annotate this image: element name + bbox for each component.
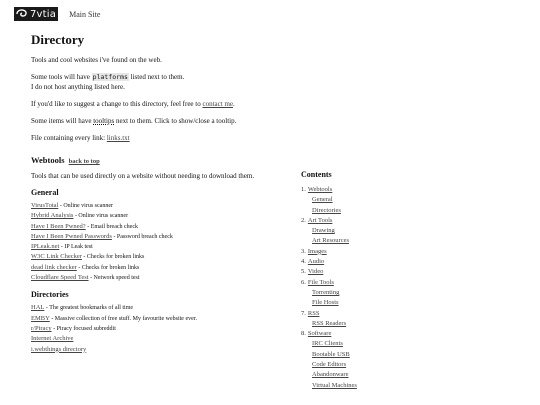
toc-number: 1. xyxy=(301,186,306,193)
toc-link-abandonware[interactable]: Abandonware xyxy=(312,371,349,379)
toc-link-bootable-usb[interactable]: Bootable USB xyxy=(312,350,350,358)
toc-link-code-editors[interactable]: Code Editors xyxy=(312,361,347,369)
toc-link-general[interactable]: General xyxy=(312,196,333,204)
suggest-note-suffix: . xyxy=(233,100,235,108)
list-item-link[interactable]: Hybrid Analysis xyxy=(31,212,74,220)
list-item xyxy=(31,211,276,221)
directories-list xyxy=(31,303,276,354)
toc-link-art-resources[interactable]: Art Resources xyxy=(312,237,350,245)
tooltip-note-prefix: Some items will have xyxy=(31,117,94,125)
tooltip-note-suffix: next to them. Click to show/close a tooltip. xyxy=(114,117,237,125)
toc-item xyxy=(301,267,481,277)
toc-link-video[interactable]: Video xyxy=(307,268,324,276)
list-item xyxy=(31,222,276,232)
toc-item xyxy=(301,247,481,257)
toc-list xyxy=(301,185,481,391)
list-item-link[interactable]: IPLeak.net xyxy=(31,243,60,251)
list-item-link[interactable]: VirusTotal xyxy=(31,202,59,209)
toc-subitem xyxy=(312,360,481,370)
toc-number: 8. xyxy=(301,330,306,338)
list-item-link[interactable]: Internet Archive xyxy=(31,335,74,343)
list-item xyxy=(31,273,276,283)
toc-subitem xyxy=(312,319,481,329)
toc-subitem xyxy=(312,226,481,236)
webtools-heading xyxy=(31,155,276,165)
toc-item xyxy=(301,309,481,330)
toc-link-file-hosts[interactable]: File Hosts xyxy=(312,299,339,307)
list-item-desc: - Checks for broken links xyxy=(76,264,140,271)
list-item xyxy=(31,345,276,355)
links-file-note xyxy=(31,133,276,143)
list-item-link[interactable]: EMBY xyxy=(31,314,50,322)
list-item-link[interactable]: r/Piracy xyxy=(31,324,52,332)
toc-link-art-tools[interactable]: Art Tools xyxy=(307,216,333,224)
toc-number: 5. xyxy=(301,268,306,276)
list-item-desc: - Online virus scanner xyxy=(73,213,129,220)
list-item-link[interactable]: dead link checker xyxy=(31,263,77,271)
hosting-disclaimer: I do not host anything listed here. xyxy=(31,83,125,91)
toc-subitem xyxy=(312,236,481,246)
tooltip-demo[interactable]: tooltips xyxy=(93,117,115,125)
toc-link-images[interactable]: Images xyxy=(307,247,327,255)
list-item-link[interactable]: Have I Been Pwned Passwords xyxy=(31,232,112,240)
list-item xyxy=(31,242,276,252)
list-item-desc: - IP Leak test xyxy=(59,244,93,251)
main-content xyxy=(31,32,276,355)
toc-sublist xyxy=(301,226,481,247)
toc-subitem xyxy=(312,195,481,205)
toc-sublist xyxy=(301,319,481,329)
toc-number: 2. xyxy=(301,216,306,224)
toc-number: 3. xyxy=(301,247,306,255)
nav-main-site-link[interactable]: Main Site xyxy=(69,9,101,19)
toc-number: 7. xyxy=(301,309,306,317)
table-of-contents xyxy=(301,170,481,391)
toc-number: 4. xyxy=(301,258,306,266)
platforms-code: platforms xyxy=(92,73,128,81)
toc-link-directories[interactable]: Directories xyxy=(312,206,341,214)
list-item-desc: - Email breach check xyxy=(85,223,139,230)
toc-number: 6. xyxy=(301,278,306,286)
list-item xyxy=(31,201,276,211)
list-item-desc: - The greatest bookmarks of all time xyxy=(44,305,134,312)
toc-link-audio[interactable]: Audio xyxy=(307,258,325,266)
toc-link-webtools[interactable]: Webtools xyxy=(307,186,333,193)
suggest-note xyxy=(31,99,276,109)
toc-link-file-tools[interactable]: File Tools xyxy=(307,278,334,286)
list-item-desc: - Password breach check xyxy=(111,233,173,240)
site-logo[interactable] xyxy=(14,7,58,21)
general-list xyxy=(31,201,276,283)
list-item-desc: - Online virus scanner xyxy=(58,203,113,209)
toc-item xyxy=(301,257,481,267)
toc-link-torrenting[interactable]: Torrenting xyxy=(312,288,340,296)
logo-swirl-icon xyxy=(15,8,29,20)
page-title: Directory xyxy=(31,32,85,47)
suggest-note-prefix: If you'd like to suggest a change to this directory, feel free to xyxy=(31,100,203,108)
list-item-link[interactable]: i.webthings directory xyxy=(31,345,87,353)
webtools-heading-text: Webtools xyxy=(31,155,65,165)
tooltip-note xyxy=(31,116,276,126)
toc-link-rss[interactable]: RSS xyxy=(307,309,320,317)
list-item-link[interactable]: Cloudflare Speed Test xyxy=(31,274,89,282)
toc-subitem xyxy=(312,350,481,360)
toc-link-rss-readers[interactable]: RSS Readers xyxy=(312,319,347,327)
platforms-note xyxy=(31,72,276,92)
toc-subitem xyxy=(312,381,481,391)
contact-me-link[interactable]: contact me xyxy=(202,100,233,108)
list-item-desc: - Checks for broken links xyxy=(81,254,145,261)
toc-subitem xyxy=(312,339,481,349)
toc-sublist xyxy=(301,339,481,390)
general-heading: General xyxy=(31,188,59,197)
back-to-top-link[interactable]: back to top xyxy=(68,158,100,165)
list-item xyxy=(31,263,276,273)
list-item-link[interactable]: W3C Link Checker xyxy=(31,253,82,261)
logo-text: 7vtia xyxy=(30,8,57,20)
toc-item xyxy=(301,329,481,391)
intro-text: Tools and cool websites i've found on the web. xyxy=(31,56,162,64)
links-file-prefix: File containing every link: xyxy=(31,134,107,142)
list-item-link[interactable]: HAL xyxy=(31,304,45,312)
toc-link-virtual-machines[interactable]: Virtual Machines xyxy=(312,381,357,389)
list-item-desc: - Massive collection of free stuff. My favourite website ever. xyxy=(49,315,197,322)
list-item xyxy=(31,303,276,313)
list-item xyxy=(31,232,276,242)
list-item xyxy=(31,324,276,334)
top-bar xyxy=(14,6,100,22)
webtools-description: Tools that can be used directly on a website without needing to download them. xyxy=(31,172,255,180)
toc-link-drawing[interactable]: Drawing xyxy=(312,227,335,235)
links-txt-link[interactable]: links.txt xyxy=(106,134,130,142)
list-item-desc: - Network speed test xyxy=(88,275,140,282)
toc-subitem xyxy=(312,298,481,308)
toc-item xyxy=(301,278,481,309)
contents-heading: Contents xyxy=(301,170,332,179)
toc-subitem xyxy=(312,370,481,380)
directories-heading: Directories xyxy=(31,290,69,300)
toc-item xyxy=(301,185,481,216)
toc-link-software[interactable]: Software xyxy=(307,330,332,338)
toc-subitem xyxy=(312,206,481,216)
platforms-note-prefix: Some tools will have xyxy=(31,73,92,81)
toc-item xyxy=(301,216,481,247)
toc-sublist xyxy=(301,288,481,309)
list-item xyxy=(31,252,276,262)
platforms-note-suffix: listed next to them. xyxy=(128,73,185,81)
list-item xyxy=(31,314,276,324)
list-item-desc: - Piracy focused subreddit xyxy=(51,325,116,332)
toc-subitem xyxy=(312,288,481,298)
list-item xyxy=(31,334,276,344)
toc-sublist xyxy=(301,195,481,216)
toc-link-irc-clients[interactable]: IRC Clients xyxy=(312,340,343,348)
list-item-link[interactable]: Have I Been Pwned? xyxy=(31,222,86,230)
